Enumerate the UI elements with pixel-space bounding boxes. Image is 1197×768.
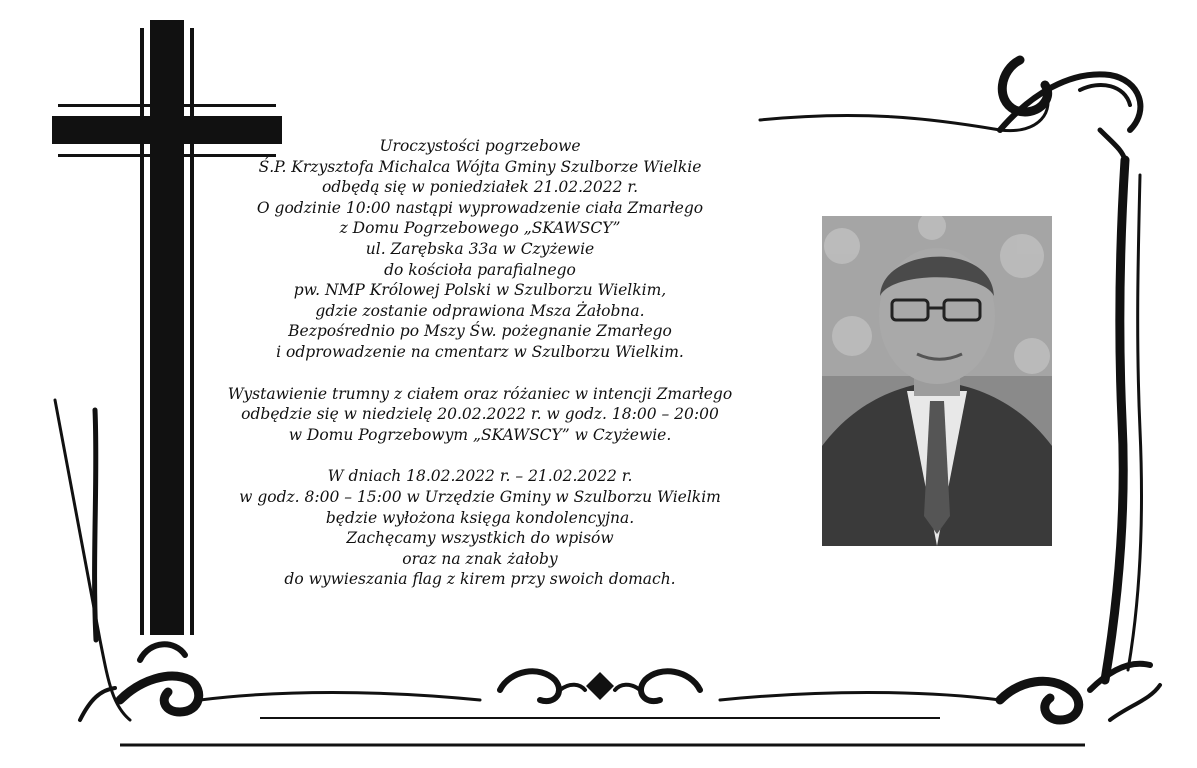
diamond-icon: [586, 672, 614, 700]
notice-line: Ś.P. Krzysztofa Michalca Wójta Gminy Szulborze Wielkie: [258, 157, 702, 176]
viewing-paragraph: [190, 384, 770, 446]
notice-line: w godz. 8:00 – 15:00 w Urzędzie Gminy w Szulborzu Wielkim: [239, 487, 721, 506]
notice-line: Wystawienie trumny z ciałem oraz różaniec w intencji Zmarłego: [227, 384, 733, 403]
notice-line: odbędzie się w niedzielę 20.02.2022 r. w godz. 18:00 – 20:00: [241, 405, 719, 424]
notice-line: gdzie zostanie odprawiona Msza Żałobna.: [315, 301, 645, 320]
bottom-right-flourish: [720, 664, 1160, 720]
notice-line: ul. Zarębska 33a w Czyżewie: [365, 239, 595, 258]
notice-line: w Domu Pogrzebowym „SKAWSCY” w Czyżewie.: [288, 425, 672, 444]
notice-line: oraz na znak żałoby: [402, 549, 558, 568]
notice-line: Zachęcamy wszystkich do wpisów: [346, 529, 614, 548]
notice-line: do wywieszania flag z kirem przy swoich domach.: [284, 570, 676, 589]
notice-line: Uroczystości pogrzebowe: [379, 137, 581, 155]
notice-line: O godzinie 10:00 nastąpi wyprowadzenie ciała Zmarłego: [256, 198, 704, 217]
notice-line: do kościoła parafialnego: [384, 260, 576, 279]
portrait-photo: [822, 216, 1052, 546]
notice-line: odbędą się w poniedziałek 21.02.2022 r.: [321, 178, 639, 197]
portrait-figure: [822, 216, 1052, 546]
notice-line: będzie wyłożona księga kondolencyjna.: [325, 508, 635, 527]
ceremony-paragraph: [190, 136, 770, 363]
notice-line: i odprowadzenie na cmentarz w Szulborzu Wielkim.: [276, 342, 684, 361]
condolence-book-paragraph: [190, 466, 770, 590]
funeral-notice-text: [190, 136, 770, 590]
notice-line: W dniach 18.02.2022 r. – 21.02.2022 r.: [327, 467, 633, 486]
notice-line: pw. NMP Królowej Polski w Szulborzu Wielkim,: [293, 281, 667, 300]
notice-line: z Domu Pogrzebowego „SKAWSCY”: [339, 219, 621, 238]
notice-line: Bezpośrednio po Mszy Św. pożegnanie Zmarłego: [288, 322, 672, 341]
